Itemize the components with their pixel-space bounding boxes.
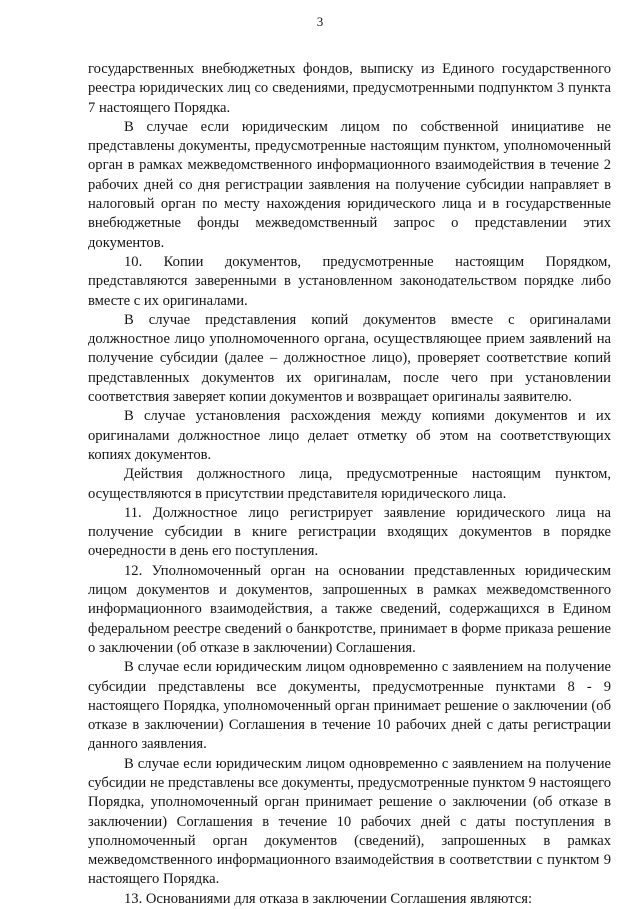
- paragraph-item-13: 13. Основаниями для отказа в заключении Соглашения являются:: [124, 890, 533, 907]
- paragraph-item-11: 11. Должностное лицо регистрирует заявление юридического лица на получение субсидии в книге регистрации входящих документов в порядке очередности в день его поступления.: [88, 504, 611, 560]
- paragraph-not-all-documents-submitted: В случае если юридическим лицом одновременно с заявлением на получение субсидии не представлены все документы, предусмотренные пунктом 9 настоящего Порядка, уполномоченный орган принимает решение о заключении (об отказе в заключении) Соглашения в течение 10 рабочих дней с даты поступления в уполномоченный орган документов (сведений), запрошенных в рамках межведомственного информационного взаимодействия в соответствии с пунктом 9 настоящего Порядка.: [88, 755, 611, 888]
- paragraph-continuation: государственных внебюджетных фондов, выписку из Единого государственного реестра юридических лиц со сведениями, предусмотренными подпунктом 3 пункта 7 настоящего Порядка.: [88, 61, 611, 116]
- paragraph-all-documents-submitted: В случае если юридическим лицом одновременно с заявлением на получение субсидии представлены все документы, предусмотренные пунктами 8 - 9 настоящего Порядка, уполномоченный орган принимает решение о заключении (об отказе в заключении) Соглашения в течение 10 рабочих дней с даты регистрации данного заявления.: [88, 659, 611, 753]
- paragraph-copies-verification: В случае представления копий документов вместе с оригиналами должностное лицо уполномоченного органа, осуществляющее прием заявлений на получение субсидии (далее – должностное лицо), проверяет соответствие копий представленных документов их оригиналам, после чего при установлении соответствия заверяет копии документов и возвращает оригиналы заявителю.: [88, 311, 611, 406]
- paragraph-discrepancy: В случае установления расхождения между копиями документов и их оригиналами должностное лицо делает отметку об этом на соответствующих копиях документов.: [88, 408, 611, 463]
- paragraph-official-actions: Действия должностного лица, предусмотренные настоящим пунктом, осуществляются в присутствии представителя юридического лица.: [88, 466, 611, 502]
- paragraph-item-10: 10. Копии документов, предусмотренные настоящим Порядком, представляются заверенными в установленном законодательством порядке либо вместе с их оригиналами.: [88, 253, 611, 309]
- document-body: [88, 60, 611, 909]
- page-number: 3: [316, 14, 324, 29]
- paragraph-item-12: 12. Уполномоченный орган на основании представленных юридическим лицом документов и документов, запрошенных в рамках межведомственного информационного взаимодействия, а также сведений, содержащихся в Едином федеральном реестре сведений о банкротстве, принимает в форме приказа решение о заключении (об отказе в заключении) Соглашения.: [88, 562, 611, 656]
- paragraph-interagency-request: В случае если юридическим лицом по собственной инициативе не представлены документы, предусмотренные настоящим пунктом, уполномоченный орган в рамках межведомственного информационного взаимодействия в течение 2 рабочих дней со дня регистрации заявления на получение субсидии направляет в налоговый орган по месту нахождения юридического лица и в государственные внебюджетные фонды межведомственный запрос о представлении этих документов.: [88, 118, 611, 251]
